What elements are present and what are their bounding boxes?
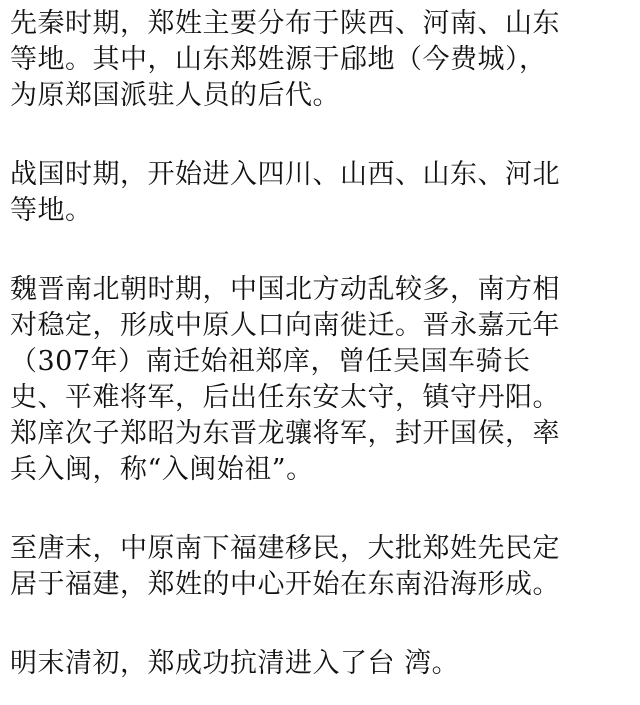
paragraph-pre-qin — [10, 6, 632, 114]
text-line: 明末清初，郑成功抗清进入了台 湾。 — [10, 648, 460, 679]
text-line: 对稳定，形成中原人口向南徙迁。晋永嘉元年 — [10, 310, 560, 341]
text-line: 先秦时期，郑姓主要分布于陕西、河南、山东 — [10, 8, 560, 39]
paragraph-warring-states — [10, 157, 632, 229]
text-line: 居于福建，郑姓的中心开始在东南沿海形成。 — [10, 569, 560, 600]
paragraph-ming-qing — [10, 646, 632, 682]
text-line: （307年）南迁始祖郑庠，曾任吴国车骑长 — [10, 346, 531, 377]
text-line: 战国时期，开始进入四川、山西、山东、河北 — [10, 159, 560, 190]
text-line: 史、平难将军，后出任东安太守，镇守丹阳。 — [10, 382, 560, 413]
text-line: 至唐末，中原南下福建移民，大批郑姓先民定 — [10, 533, 560, 564]
text-line: 郑庠次子郑昭为东晋龙骧将军，封开国侯，率 — [10, 418, 560, 449]
paragraph-late-tang — [10, 531, 632, 603]
text-line: 为原郑国派驻人员的后代。 — [10, 80, 340, 111]
text-line: 魏晋南北朝时期，中国北方动乱较多，南方相 — [10, 274, 560, 305]
text-line: 兵入闽，称“入闽始祖”。 — [10, 454, 314, 485]
text-line: 等地。其中，山东郑姓源于郈地（今费城）， — [10, 44, 547, 75]
text-line: 等地。 — [10, 195, 93, 226]
paragraph-wei-jin — [10, 272, 632, 488]
